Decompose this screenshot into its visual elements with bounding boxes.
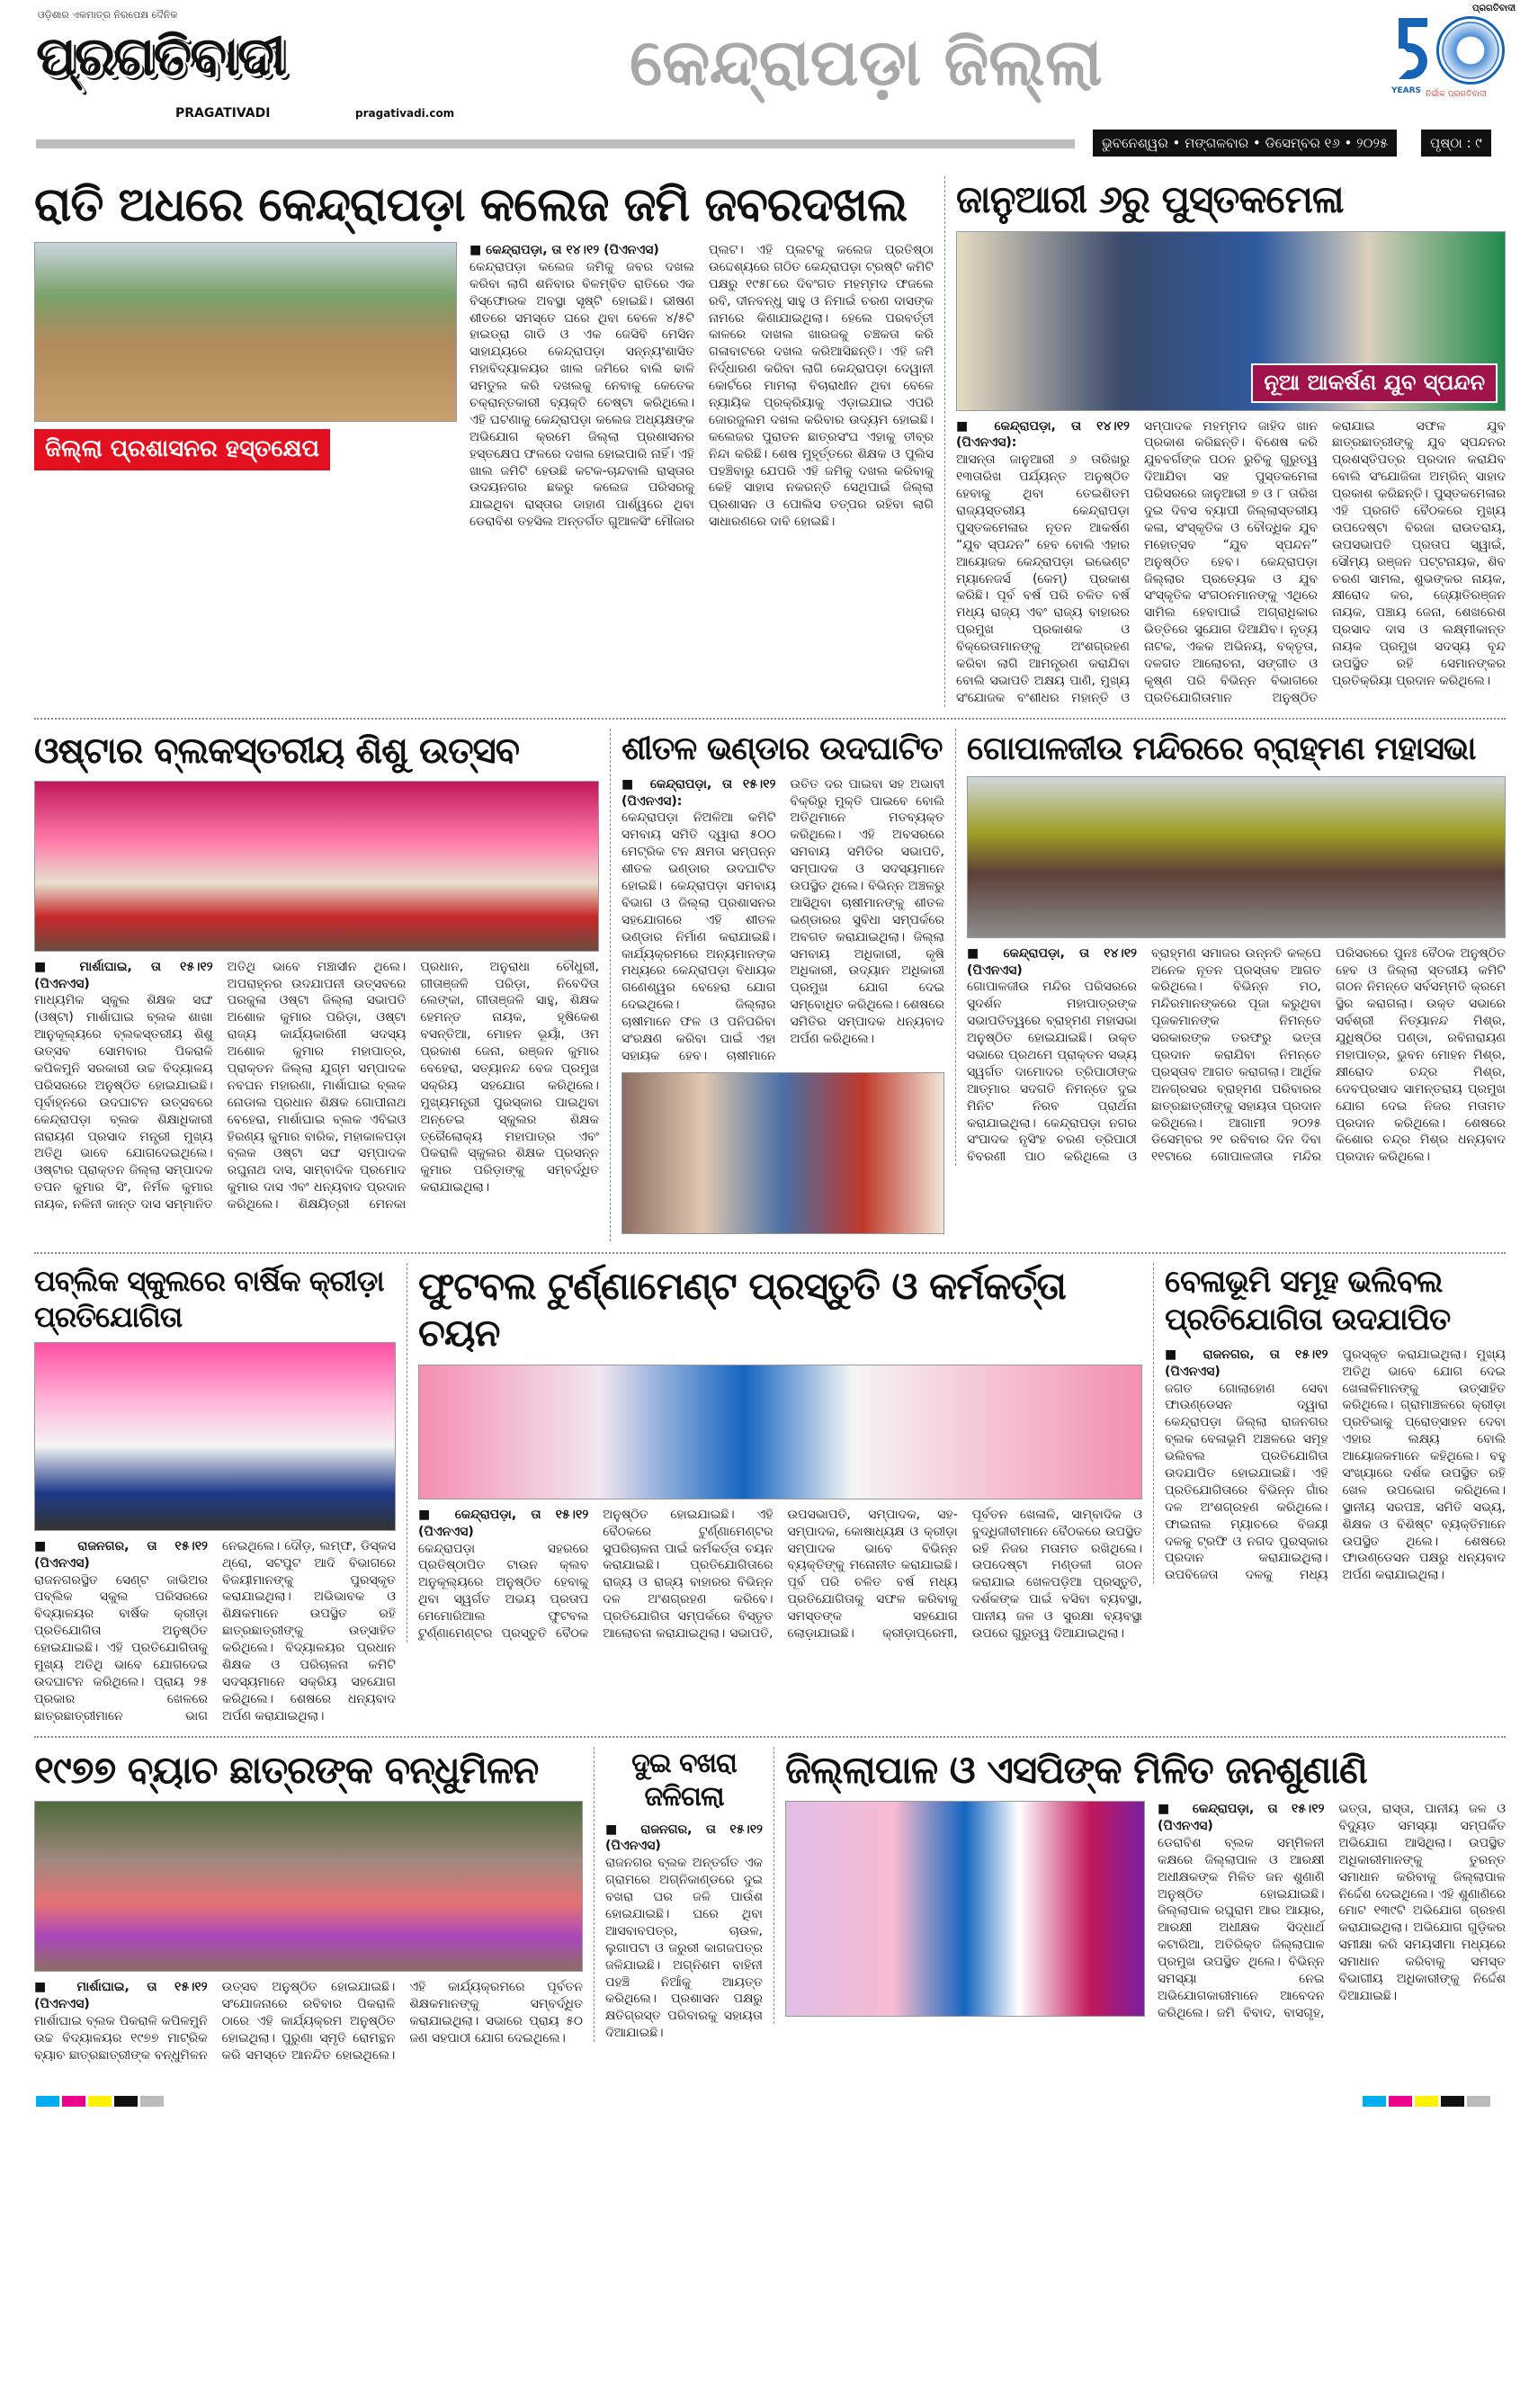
body-text: ଜଗତ ଗୋଲାହୋଣ ସେବା ଫାଉଣ୍ଡେସନ ଦ୍ୱାରା କେନ୍ଦ୍ରାପଡ଼ା ଜିଲ୍ଲା ରାଜନଗର ବ୍ଲକ ବେଳାଭୂମି ଅଞ୍ଚଳରେ ସମୂହ ଭଲିବଲ ପ୍ରତିଯୋଗିତା ଉଦଯାପିତ ହୋଇଯାଇଛି। ଏହି ପ୍ରତିଯୋଗିତାରେ ବିଭିନ୍ନ ଗାଁର ଦଳ ଅଂଶଗ୍ରହଣ କରିଥିଲେ। ଫାଇନାଲ ମ୍ୟାଚରେ ବିଜୟୀ ଦଳକୁ ଟ୍ରଫି ଓ ନଗଦ ପୁରସ୍କାର ପ୍ରଦାନ କରାଯାଇଥିଲା। ଉପବିଜେତା ଦଳକୁ ମଧ୍ୟ ପୁରସ୍କୃତ କରାଯାଇଥିଲା। ମୁଖ୍ୟ ଅତିଥି ଭାବେ ଯୋଗ ଦେଇ ଖେଳାଳିମାନଙ୍କୁ ଉତ୍ସାହିତ କରିଥିଲେ। ଗ୍ରାମାଞ୍ଚଳରେ କ୍ରୀଡ଼ା ପ୍ରତିଭାକୁ ପ୍ରୋତ୍ସାହନ ଦେବା ଏହାର ଲକ୍ଷ୍ୟ ବୋଲି ଆୟୋଜକମାନେ କହିଥିଲେ। ବହୁ ସଂଖ୍ୟାରେ ଦର୍ଶକ ଉପସ୍ଥିତ ରହି ଖେଳ ଉପଭୋଗ କରିଥିଲେ। ସ୍ଥାନୀୟ ସରପଞ୍ଚ, ସମିତି ସଭ୍ୟ, ଶିକ୍ଷକ ଓ ବିଶିଷ୍ଟ ବ୍ୟକ୍ତିମାନେ ଉପସ୍ଥିତ ଥିଲେ। ଶେଷରେ ଫାଉଣ୍ଡେସନ ପକ୍ଷରୁ ଧନ୍ୟବାଦ ଅର୍ପଣ କରାଯାଇଥିଲା। [1165, 1347, 1506, 1583]
dateline: ■ କେନ୍ଦ୍ରାପଡ଼ା, ତା ୧୫।୧୨ (ପିଏନଏସ) [1158, 1802, 1325, 1833]
dateline-box: ଭୁବନେଶ୍ୱର • ମଙ୍ଗଳବାର • ଡିସେମ୍ବର ୧୬ • ୨୦୨୫ [1093, 130, 1397, 157]
section-title: କେନ୍ଦ୍ରାପଡ଼ା ଜିଲ୍ଲା [630, 24, 1103, 100]
headline-college-land: ରାତି ଅଧରେ କେନ୍ଦ୍ରାପଡ଼ା କଲେଜ ଜମି ଜବରଦଖଲ [34, 178, 908, 232]
masthead-tagline: ଓଡ଼ିଶାର ଏକମାତ୍ର ନିରପେକ୍ଷ ଦୈନିକ [38, 9, 178, 21]
row-3 [34, 1252, 1506, 1736]
header-rule [36, 139, 1075, 148]
article-fire [594, 1747, 773, 2043]
body-text: ମାଧ୍ୟମିକ ସ୍କୁଲ ଶିକ୍ଷକ ସଙ୍ଘ (ଓଷ୍ଟା) ମାର୍ଶାଘାଇ ବ୍ଲକ ଶାଖା ଆନୁକୂଲ୍ୟରେ ବ୍ଲକସ୍ତରୀୟ ଶିଶୁ ଉତ୍ସବ ସୋମବାର ପିକରାଳି କପିଳମୁନି ସରକାରୀ ଉଚ୍ଚ ବିଦ୍ୟାଳୟ ପରିସରରେ ଅନୁଷ୍ଠିତ ହୋଇଯାଇଛି। ପୂର୍ବାହ୍ନରେ ଉଦଘାଟନ ଉତ୍ସବରେ କେନ୍ଦ୍ରାପଡ଼ା ବ୍ଲକ ଶିକ୍ଷାଧିକାରୀ ନାରାୟଣ ପ୍ରସାଦ ମନ୍ତ୍ରୀ ମୁଖ୍ୟ ଅତିଥି ଭାବେ ଯୋଗଦେଇଥିଲେ। ଓଷ୍ଟାର ପ୍ରାକ୍ତନ ଜିଲ୍ଲା ସମ୍ପାଦକ ତପନ କୁମାର ସିଂ, ନିର୍ମଳ କୁମାର ନାୟକ, ନଳିନୀ କାନ୍ତ ଦାସ ସମ୍ମାନିତ ଅତିଥି ଭାବେ ମଞ୍ଚାସୀନ ଥିଲେ। ଅପରାହ୍ନର ଉଦଯାପନୀ ଉତ୍ସବରେ ପରକୁଳା ଓଷ୍ଟା ଜିଲ୍ଲା ସଭାପତି ଅଶୋକ କୁମାର ପରିଡ଼ା, ଓଷ୍ଟା ରାଜ୍ୟ କାର୍ଯ୍ୟକାରିଣୀ ସଦସ୍ୟ ଅଶୋକ କୁମାର ମହାପାତ୍ର, ପ୍ରାକ୍ତନ ଜିଲ୍ଲା ଯୁଗ୍ମ ସମ୍ପାଦକ ନବଘନ ମହାରଣା, ମାର୍ଶାଘାଇ ବ୍ଲକ ନୋଡାଲ ପ୍ରଧାନ ଶିକ୍ଷକ ଗୋପୀନାଥ ବେହେରା, ମାର୍ଶାଘାଇ ବ୍ଲକ ଏବିଇଓ ହିରଣ୍ୟ କୁମାର ବାରିକ, ମହାକାଳପଡ଼ା ବ୍ଲକ ଓଷ୍ଟା ସଙ୍ଘ ସମ୍ପାଦକ ରଘୁନାଥ ଦାସ, ସାମ୍ବାଦିକ ପ୍ରମୋଦ କୁମାର ଦାସ ଏବଂ ଧନ୍ୟବାଦ ପ୍ରଦାନ କରିଥିଲେ। ଶିକ୍ଷୟିତ୍ରୀ ମେନକା ପ୍ରଧାନ, ଅନୁରାଧା ଚୌଧୁରୀ, ଗୀତାଞ୍ଜଳି ପରିଡ଼ା, ନିବେଦିତା ଲେଙ୍କା, ଗୀତାଞ୍ଜଳି ସାହୁ, ଶିକ୍ଷକ ହେମନ୍ତ ନାୟକ, ହୃଷିକେଶ ବସନ୍ତିଆ, ମୋହନ ଭୂୟାଁ, ଓମ ପ୍ରକାଶ ଜେନା, ରଞ୍ଜନ କୁମାର ବେହେରା, ସତ୍ୟାନନ୍ଦ ବେଜ ପ୍ରମୁଖ ସକ୍ରିୟ ସହଯୋଗ କରିଥିଲେ। ମୁଖ୍ୟମନ୍ତ୍ରୀ ପୁରସ୍କାର ପାଇଥିବା ଅନ୍ତେଇ ସ୍କୁଲର ଶିକ୍ଷକ ତ୍ରୈଲୋକ୍ୟ ମହାପାତ୍ର ଏବଂ ପିକରାଳି ସ୍କୁଲର ଶିକ୍ଷକ ପ୍ରସନ୍ନ କୁମାର ପରିଡ଼ାଙ୍କୁ ସମ୍ବର୍ଦ୍ଧିତ କରାଯାଇଥିଲା। [34, 959, 599, 1213]
dateline: ■ କେନ୍ଦ୍ରାପଡ଼ା, ତା ୧୫।୧୨ (ପିଏନଏସ): [621, 777, 776, 809]
article-body-cold-storage [621, 776, 944, 1065]
subhead-label: ଜିଲ୍ଲା ପ୍ରଶାସନର ହସ୍ତକ୍ଷେପ [34, 429, 330, 470]
page-number: ପୃଷ୍ଠା : ୯ [1421, 130, 1491, 157]
row-1 [34, 167, 1506, 718]
body-text: ମାର୍ଶାଘାଇ ବ୍ଲକ ପିକରାଳି କପିଳମୁନି ଉଚ୍ଚ ବିଦ୍ୟାଳୟର ୧୯୭୭ ମାଟ୍ରିକ ବ୍ୟାଚ ଛାତ୍ରଛାତ୍ରୀଙ୍କ ବନ୍ଧୁମିଳନ ଉତ୍ସବ ଅନୁଷ୍ଠିତ ହୋଇଯାଇଛି। ସଂଯୋଜନାରେ ରବିବାର ପିକରାଳି ଠାରେ ଏହି କାର୍ଯ୍ୟକ୍ରମ ଅନୁଷ୍ଠିତ ହୋଇଥିଲା। ପୁରୁଣା ସ୍ମୃତି ରୋମନ୍ଥନ କରି ସମସ୍ତେ ଆନନ୍ଦିତ ହୋଇଥିଲେ। ଏହି କାର୍ଯ୍ୟକ୍ରମରେ ପୂର୍ବତନ ଶିକ୍ଷକମାନଙ୍କୁ ସମ୍ବର୍ଦ୍ଧିତ କରାଯାଇଥିଲା। ସଭାରେ ପ୍ରାୟ ୫୦ ଜଣ ସହପାଠୀ ଯୋଗ ଦେଇଥିଲେ। [34, 1980, 583, 2063]
dateline: ■ କେନ୍ଦ୍ରାପଡ଼ା, ତା ୧୪।୧୨ (ପିଏନଏସ) [469, 243, 659, 257]
anniv-years: YEARS [1391, 86, 1422, 95]
body-text: କେନ୍ଦ୍ରାପଡ଼ା ନିଅଳିଆ କମିଟି ସମବାୟ ସମିତି ଦ୍ୱାରା ୫୦୦ ମେଟ୍ରିକ ଟନ କ୍ଷମତା ସମ୍ପନ୍ନ ଶୀତଳ ଭଣ୍ଡାର ଉଦଘାଟିତ ହୋଇଛି। କେନ୍ଦ୍ରାପଡ଼ା ସମବାୟ ବିଭାଗ ଓ ଜିଲ୍ଲା ପ୍ରଶାସନର ସହଯୋଗରେ ଏହି ଶୀତଳ ଭଣ୍ଡାର ନିର୍ମାଣ କରାଯାଇଛି। କାର୍ଯ୍ୟକ୍ରମରେ ଅନ୍ୟମାନଙ୍କ ମଧ୍ୟରେ କେନ୍ଦ୍ରାପଡ଼ା ବିଧାୟକ ଗଣେଶ୍ୱର ବେହେରା ଯୋଗ ଦେଇଥିଲେ। ଜିଲ୍ଲାର ଚାଷୀମାନେ ଫଳ ଓ ପନିପରିବା ସଂରକ୍ଷଣ କରିବା ପାଇଁ ଏହା ସହାୟକ ହେବ। ଚାଷୀମାନେ ଉଚିତ ଦର ପାଇବା ସହ ଅଭାବୀ ବିକ୍ରିରୁ ମୁକ୍ତି ପାଇବେ ବୋଲି ଅତିଥିମାନେ ମତବ୍ୟକ୍ତ କରିଥିଲେ। ଏହି ଅବସରରେ ସମବାୟ ସମିତିର ସଭାପତି, ସମ୍ପାଦକ ଓ ସଦସ୍ୟମାନେ ଉପସ୍ଥିତ ଥିଲେ। ବିଭିନ୍ନ ଅଞ୍ଚଳରୁ ଆସିଥିବା ଚାଷୀମାନଙ୍କୁ ଶୀତଳ ଭଣ୍ଡାରର ସୁବିଧା ସମ୍ପର୍କରେ ଅବଗତ କରାଯାଇଥିଲା। ଜିଲ୍ଲା ସମବାୟ ଅଧିକାରୀ, କୃଷି ଅଧିକାରୀ, ଉଦ୍ୟାନ ଅଧିକାରୀ ପ୍ରମୁଖ ଯୋଗ ଦେଇ ସମ୍ବୋଧିତ କରିଥିଲେ। ଶେଷରେ ସମିତିର ସମ୍ପାଦକ ଧନ୍ୟବାଦ ଅର୍ପଣ କରିଥିଲେ। [621, 776, 944, 1063]
headline-football: ଫୁଟବଲ ଟୁର୍ଣ୍ଣାମେଣ୍ଟ ପ୍ରସ୍ତୁତି ଓ କର୍ମକର୍ତ୍ତା ଚୟନ [418, 1263, 1066, 1356]
body-text: କେନ୍ଦ୍ରାପଡ଼ା କଲେଜ ଜମିକୁ ଜବର ଦଖଲ କରିବା ଲାଗି ଶନିବାର ବିଳମ୍ବିତ ରାତିରେ ଏକ ବିସ୍ଫୋରକ ଅବସ୍ଥା ସୃଷ୍ଟି ହୋଇଛି। ଭୀଷଣ ଶୀତରେ ସମସ୍ତେ ଘରେ ଥିବା ବେଳେ ୪/୫ଟି ହାଇଡ୍ରା ଗାଡି ଓ ଏକ ଜେସିବି ମେସିନ ସାହାଯ୍ୟରେ କେନ୍ଦ୍ରାପଡ଼ା ସନ୍ନ୍ୟଂଶାସିତ ମହାବିଦ୍ୟାଳୟର ଖାଲ ଜମିରେ ବାଲି ଢାଳି ସମତୁଲ କରି ଦଖଲକୁ ନେବାକୁ କେତେକ ଚକ୍ରାନ୍ତକାରୀ ବ୍ୟକ୍ତି ଚେଷ୍ଟା କରିଥିଲେ। ଏହି ଘଟଣାକୁ କେନ୍ଦ୍ରାପଡ଼ା କଲେଜ ଅଧ୍ୟକ୍ଷଙ୍କ ଅଭିଯୋଗ କ୍ରମେ ଜିଲ୍ଲା ପ୍ରଶାସନର ହସ୍ତକ୍ଷେପ ଫଳରେ ଦଖଲ ହୋଇପାରି ନାହିଁ। ଏହି ଖାଲ ଜମିଟି ହେଉଛି କଟକ-ଚାନ୍ଦବାଲି ରାସ୍ତାର ଉଦୟନଗର ଛକରୁ କଲେଜ ପରିସରକୁ ଯାଇଥିବା ରାସ୍ତାର ଡାହାଣ ପାର୍ଶ୍ୱରେ ଥିବା ଡେରାବିଶ ତହସିଲ ଅନ୍ତର୍ଗତ ଗୁଆଳସିଂ ମୌଜାର ପ୍ଲଟ। ଏହି ପ୍ଲଟକୁ କଲେଜ ପ୍ରତିଷ୍ଠା ଉଦ୍ଦେଶ୍ୟରେ ଗଠିତ କେନ୍ଦ୍ରାପଡ଼ା ଟ୍ରଷ୍ଟି କମିଟି ପକ୍ଷରୁ ୧୯୫୮ରେ ଦିବଂଗତ ମହମ୍ମଦ ଫଜଲେ ରବି, ଦୀନବନ୍ଧୁ ସାହୁ ଓ ନିମାଇଁ ଚରଣ ଦାସଙ୍କ ନାମରେ କିଣାଯାଇଥିଲା। ହେଲେ ପରବର୍ତ୍ତୀ କାଳରେ ଦାଖଲ ଖାରଜକୁ ଚଞ୍ଚକତା କରି ଗଳାବାଟରେ ଦଖଲ କରିଆସିଛନ୍ତି। ଏହି ଜମି ନିର୍ଦ୍ଧାରଣ କରିବା ଲାଗି କେନ୍ଦ୍ରାପଡ଼ା ଦେୱାନୀ କୋର୍ଟରେ ମାମଲା ବିଚାରାଧୀନ ଥିବା ବେଳେ ନ୍ୟାୟିକ ପ୍ରକ୍ରିୟାକୁ ଏଡ଼ାଇଯାଇ ଏପରି ଜୋରଜୁଲମ ଦଖଲ କରିବାର ଉଦ୍ୟମ ହୋଇଛି। କଲେଜର ପୁରାତନ ଛାତ୍ରସଂଘ ଏହାକୁ ତୀବ୍ର ନିନ୍ଦା କରିଛି। ଶେଷ ମୁହୂର୍ତ୍ତରେ ଶିକ୍ଷକ ଓ ପୁଲିସ ପହଞ୍ଚିବାରୁ ଯେପରି ଏହି ଜମିକୁ ଦଖଲ କରିବାକୁ କେହି ସାହାସ ନକରନ୍ତି ସେଥିପାଇଁ ଜିଲ୍ଲା ପ୍ରଶାସନ ଓ ପୋଲିସ ତତ୍ପର ରହିବା ଲାଗି ସାଧାରଣରେ ଦାବି ହୋଇଛି। [469, 243, 934, 530]
article-football [407, 1263, 1153, 1643]
page-content [0, 167, 1529, 2093]
dateline: ■ ମାର୍ଶାଘାଇ, ତା ୧୫।୧୨ (ପିଏନଏସ) [34, 1980, 208, 2011]
body-text: କେନ୍ଦ୍ରାପଡ଼ା ସହରରେ ପ୍ରତିଷ୍ଠାପିତ ଟାଉନ କ୍ଲବ ଅନୁକୂଲ୍ୟରେ ଅନୁଷ୍ଠିତ ହେବାକୁ ଥିବା ସ୍ୱର୍ଗତ ଅଭୟ ପ୍ରତାପ ମେମୋରିଆଲ ଫୁଟବଲ ଟୁର୍ଣ୍ଣାମେଣ୍ଟର ପ୍ରସ୍ତୁତି ବୈଠକ ଅନୁଷ୍ଠିତ ହୋଇଯାଇଛି। ଏହି ବୈଠକରେ ଟୁର୍ଣ୍ଣାମେଣ୍ଟର ସୁପରିଚାଳନା ପାଇଁ କର୍ମକର୍ତ୍ତା ଚୟନ କରାଯାଇଛି। ପ୍ରତିଯୋଗିତାରେ ରାଜ୍ୟ ଓ ରାଜ୍ୟ ବାହାରର ବିଭିନ୍ନ ଦଳ ଅଂଶଗ୍ରହଣ କରିବେ। ପ୍ରତିଯୋଗିତା ସମ୍ପର୍କରେ ବିସ୍ତୃତ ଆଲୋଚନା କରାଯାଇଥିଲା। ସଭାପତି, ଉପସଭାପତି, ସମ୍ପାଦକ, ସହ-ସମ୍ପାଦକ, କୋଷାଧ୍ୟକ୍ଷ ଓ କ୍ରୀଡ଼ା ସମ୍ପାଦକ ଭାବେ ବିଭିନ୍ନ ବ୍ୟକ୍ତିଙ୍କୁ ମନୋନୀତ କରାଯାଇଛି। ପୂର୍ବ ପରି ଚଳିତ ବର୍ଷ ମଧ୍ୟ ପ୍ରତିଯୋଗିତାକୁ ସଫଳ କରିବାକୁ ସମସ୍ତଙ୍କ ସହଯୋଗ ଲୋଡ଼ାଯାଇଛି। କ୍ରୀଡ଼ାପ୍ରେମୀ, ପୂର୍ବତନ ଖେଳାଳି, ସାମ୍ବାଦିକ ଓ ବୁଦ୍ଧିଜୀବୀମାନେ ବୈଠକରେ ଉପସ୍ଥିତ ରହି ନିଜର ମତାମତ ରଖିଥିଲେ। ଉପଦେଷ୍ଟା ମଣ୍ଡଳୀ ଗଠନ କରାଯାଇ ଖେଳପଡ଼ିଆ ପ୍ରସ୍ତୁତି, ଦର୍ଶକଙ୍କ ପାଇଁ ବସିବା ବ୍ୟବସ୍ଥା, ପାନୀୟ ଜଳ ଓ ସୁରକ୍ଷା ବ୍ୟବସ୍ଥା ଉପରେ ଗୁରୁତ୍ୱ ଦିଆଯାଇଥିଲା। [418, 1507, 1142, 1642]
body-text: ରାଜନଗର ବ୍ଲକ ଅନ୍ତର୍ଗତ ଏକ ଗ୍ରାମରେ ଅଗ୍ନିକାଣ୍ଡରେ ଦୁଇ ବଖରା ଘର ଜଳି ପାଉଁଶ ହୋଇଯାଇଛି। ଘରେ ଥିବା ଆସବାବପତ୍ର, ଚାଉଳ, ଲୁଗାପଟା ଓ ଜରୁରୀ କାଗଜପତ୍ର ଜଳିଯାଇଛି। ଅଗ୍ନିଶମ ବାହିନୀ ପହଞ୍ଚି ନିଆଁକୁ ଆୟତ୍ତ କରିଥିଲେ। ପ୍ରଶାସନ ପକ୍ଷରୁ କ୍ଷତିଗ୍ରସ୍ତ ପରିବାରକୁ ସହାୟତା ଦିଆଯାଇଛି। [605, 1856, 763, 2041]
article-book-fair [944, 176, 1506, 707]
headline-brahmin-sabha: ଗୋପାଳଜୀଉ ମନ୍ଦିରରେ ବ୍ରାହ୍ମଣ ମହାସଭା [967, 730, 1476, 767]
newspaper-logo: ପ୍ରଗତିବାଦୀ [36, 25, 285, 88]
photo-cold-storage-inauguration [621, 1072, 944, 1234]
body-text: ଡେରାବିଶ ବ୍ଲକ ସମ୍ମିଳନୀ କକ୍ଷରେ ଜିଲ୍ଲାପାଳ ଓ ଆରକ୍ଷୀ ଅଧୀକ୍ଷକଙ୍କ ମିଳିତ ଜନ ଶୁଣାଣି ଅନୁଷ୍ଠିତ ହୋଇଯାଇଛି। ଜିଲ୍ଲାପାଳ ରଘୁରାମ ଆର ଆୟାର, ଆରକ୍ଷୀ ଅଧୀକ୍ଷକ ସିଦ୍ଧାର୍ଥ କଟାରିଆ, ଅତିରିକ୍ତ ଜିଲ୍ଲାପାଳ ପ୍ରମୁଖ ଉପସ୍ଥିତ ଥିଲେ। ବିଭିନ୍ନ ସମସ୍ୟା ନେଇ ଅଭିଯୋଗକାରୀମାନେ ଆବେଦନ କରିଥିଲେ। ଜମି ବିବାଦ, ବାସଗୃହ, ଭତ୍ତା, ରାସ୍ତା, ପାନୀୟ ଜଳ ଓ ବିଦ୍ୟୁତ ସମସ୍ୟା ସମ୍ପର୍କିତ ଅଭିଯୋଗ ଆସିଥିଲା। ଉପସ୍ଥିତ ଅଧିକାରୀମାନଙ୍କୁ ତୁରନ୍ତ ସମାଧାନ କରିବାକୁ ଜିଲ୍ଲାପାଳ ନିର୍ଦ୍ଦେଶ ଦେଇଥିଲେ। ଏହି ଶୁଣାଣିରେ ମୋଟ ୧୩୯ଟି ଅଭିଯୋଗ ଗ୍ରହଣ କରାଯାଇଥିଲା। ଅଭିଯୋଗ ଗୁଡ଼ିକର ସମୀକ୍ଷା କରି ସମୟସୀମା ମଧ୍ୟରେ ସମାଧାନ କରିବାକୁ ସମସ୍ତ ବିଭାଗୀୟ ଅଧିକାରୀଙ୍କୁ ନିର୍ଦ୍ଦେଶ ଦିଆଯାଇଛି। [1158, 1802, 1506, 2020]
article-body-football [418, 1507, 1142, 1643]
article-body-volleyball [1165, 1347, 1506, 1584]
article-brahmin-sabha [955, 729, 1506, 1167]
headline-alumni-1977: ୧୯୭୭ ବ୍ୟାଚ ଛାତ୍ରଙ୍କ ବନ୍ଧୁମିଳନ [34, 1747, 539, 1792]
photo-alumni-group [34, 1801, 583, 1972]
dateline: ■ କେନ୍ଦ୍ରାପଡ଼ା, ତା ୧୪।୧୨ (ପିଏନଏସ) [967, 946, 1137, 978]
article-body-child-fest [34, 959, 599, 1213]
body-text: ଗୋପାଳଜୀଉ ମନ୍ଦିର ପରିସରରେ ସୁଦର୍ଶନ ମହାପାତ୍ରଙ୍କ ସଭାପତିତ୍ୱରେ ବ୍ରାହ୍ମଣ ମହାସଭା ଅନୁଷ୍ଠିତ ହୋଇଯାଇଛି। ଉକ୍ତ ସଭାରେ ପ୍ରଥମେ ପ୍ରାକ୍ତନ ସଭ୍ୟ ସ୍ୱର୍ଗତ ଦାମୋଦର ତ୍ରିପାଠୀଙ୍କ ଆତ୍ମାର ସଦଗତି ନିମନ୍ତେ ଦୁଇ ମିନିଟ ନିରବ ପ୍ରାର୍ଥନା କରାଯାଇଥିଲା। କେନ୍ଦ୍ରାପଡ଼ା ନଗର ସଂପାଦକ ନୃସିଂହ ଚରଣ ତ୍ରିପାଠୀ ବିବରଣୀ ପାଠ କରିଥିଲେ ଓ ବ୍ରାହ୍ମଣ ସମାଜର ଉନ୍ନତି କଳ୍ପେ ଅନେକ ନୂତନ ପ୍ରସ୍ତାବ ଆଗତ କରିଥିଲେ। ବିଭିନ୍ନ ମଠ, ମନ୍ଦିରମାନଙ୍କରେ ପୂଜା କରୁଥିବା ପୂଜକମାନଙ୍କ ନିମନ୍ତେ ସରକାରଙ୍କ ତରଫରୁ ଭତ୍ତା ପ୍ରଦାନ କରାଯିବା ନିମନ୍ତେ ପ୍ରସ୍ତାବ ଆଗତ କରାଗଲା। ଆର୍ଥିକ ଅନଗ୍ରସର ବ୍ରାହ୍ମଣ ପରିବାରର ଛାତ୍ରଛାତ୍ରୀଙ୍କୁ ସହାୟତା ପ୍ରଦାନ କରିଥିଲେ। ଆଗାମୀ ୨୦୨୫ ଡିସେମ୍ବର ୨୧ ରବିବାର ଦିନ ଦିବା ୧୧ଟାରେ ଗୋପାଳଜୀଉ ମନ୍ଦିର ପରିସରରେ ପୁନଃ ବୈଠକ ଅନୁଷ୍ଠିତ ହେବ ଓ ଜିଲ୍ଲା ସ୍ତରୀୟ କମିଟି ଗଠନ ନିମନ୍ତେ ସର୍ବସମ୍ମତି କ୍ରମେ ସ୍ଥିର କରାଗଲା। ଉକ୍ତ ସଭାରେ ସର୍ବଶ୍ରୀ ନିତ୍ୟାନନ୍ଦ ମିଶ୍ର, ଯୁଧିଷ୍ଠିର ପଣ୍ଡା, ରବିନାରାୟଣ ମହାପାତ୍ର, ଭୁବନ ମୋହନ ମିଶ୍ର, କ୍ଷୀରୋଦ ଚନ୍ଦ୍ର ମିଶ୍ର, ଦେବପ୍ରସାଦ ସାମନ୍ତରାୟ ପ୍ରମୁଖ ଯୋଗ ଦେଇ ନିଜର ମତାମତ ପ୍ରଦାନ କରିଥିଲେ। ଶେଷରେ କିଶୋର ଚନ୍ଦ୍ର ମିଶ୍ର ଧନ୍ୟବାଦ ପ୍ରଦାନ କରିଥିଲେ। [967, 945, 1506, 1165]
anniv-motto: ନିର୍ଭୀକ ପ୍ରଗତିବାଦୀ [1426, 90, 1487, 99]
dateline: ■ ରାଜନଗର, ତା ୧୫।୧୨ (ପିଏନଏସ) [34, 1539, 208, 1571]
anniversary-logo [1390, 4, 1516, 121]
fifty-numeral-icon [1393, 18, 1429, 81]
article-body-school-sports [34, 1538, 396, 1725]
headline-child-fest: ଓଷ୍ଟାର ବ୍ଲକସ୍ତରୀୟ ଶିଶୁ ଉତ୍ସବ [34, 730, 520, 772]
photo-sports-podium [34, 1342, 396, 1531]
article-volleyball [1153, 1263, 1506, 1584]
article-child-fest [34, 729, 610, 1213]
logo-latin: PRAGATIVADI [175, 106, 271, 121]
dateline: ■ ରାଜନଗର, ତା ୧୫।୧୨ (ପିଏନଏସ) [605, 1822, 763, 1854]
article-cold-storage [610, 729, 955, 1241]
row-4 [34, 1736, 1506, 2075]
headline-volleyball: ବେଳାଭୂମି ସମୂହ ଭଲିବଲ ପ୍ରତିଯୋଗିତା ଉଦଯାପିତ [1165, 1263, 1451, 1338]
photo-child-fest-stage [34, 781, 599, 952]
emblem-icon [1436, 16, 1505, 85]
article-body-alumni [34, 1979, 583, 2063]
article-college-land [34, 176, 944, 531]
article-body-brahmin-sabha [967, 945, 1506, 1167]
anniv-brand: ପ୍ରଗତିବାଦୀ [1471, 4, 1516, 13]
photo-grievance-hearing [785, 1801, 1145, 2017]
dateline: ■ ମାର୍ଶାଘାଇ, ତା ୧୫।୧୨ (ପିଏନଏସ) [34, 960, 213, 991]
photo-football-meeting [418, 1365, 1142, 1499]
photo-book-fair-meeting [956, 231, 1506, 411]
headline-cold-storage: ଶୀତଳ ଭଣ୍ଡାର ଉଦଘାଟିତ [621, 730, 943, 767]
article-alumni [34, 1747, 594, 2064]
headline-grievance: ଜିଲ୍ଲାପାଳ ଓ ଏସପିଙ୍କ ମିଳିତ ଜନଶୁଣାଣି [785, 1747, 1367, 1792]
article-body-grievance [1158, 1801, 1506, 2022]
headline-school-sports: ପବ୍ଲିକ ସ୍କୁଲରେ ବାର୍ଷିକ କ୍ରୀଡ଼ା ପ୍ରତିଯୋଗିତା [34, 1263, 384, 1334]
headline-book-fair: ଜାନୁଆରୀ ୬ରୁ ପୁସ୍ତକମେଳା [956, 177, 1344, 221]
article-body-book-fair [956, 418, 1506, 707]
dateline: ■ କେନ୍ଦ୍ରାପଡ଼ା, ତା ୧୪।୧୨ (ପିଏନଏସ): [956, 419, 1130, 451]
photo-brahmin-sabha-group [967, 776, 1506, 938]
masthead [0, 0, 1529, 167]
row-2 [34, 718, 1506, 1252]
website-link[interactable]: pragativadi.com [355, 107, 455, 120]
body-text: ରାଜନଗରସ୍ଥିତ ସେଣ୍ଟ ଜାଭିଅର ପବ୍ଲିକ ସ୍କୁଲ ପରିସରରେ ବିଦ୍ୟାଳୟର ବାର୍ଷିକ କ୍ରୀଡ଼ା ପ୍ରତିଯୋଗିତା ଅନୁଷ୍ଠିତ ହୋଇଯାଇଛି। ଏହି ପ୍ରତିଯୋଗିତାକୁ ମୁଖ୍ୟ ଅତିଥି ଭାବେ ଯୋଗଦେଇ ଉଦଘାଟନ କରିଥିଲେ। ପ୍ରାୟ ୨୫ ପ୍ରକାର ଖେଳରେ ଛାତ୍ରଛାତ୍ରୀମାନେ ଭାଗ ନେଇଥିଲେ। ଦୌଡ଼, ଲମ୍ଫ, ଡିସ୍କସ ଥ୍ରୋ, ସଟପୁଟ ଆଦି ବିଭାଗରେ ବିଜୟୀମାନଙ୍କୁ ପୁରସ୍କୃତ କରାଯାଇଥିଲା। ଅଭିଭାବକ ଓ ଶିକ୍ଷକମାନେ ଉପସ୍ଥିତ ରହି ଛାତ୍ରଛାତ୍ରୀଙ୍କୁ ଉତ୍ସାହିତ କରିଥିଲେ। ବିଦ୍ୟାଳୟର ପ୍ରଧାନ ଶିକ୍ଷକ ଓ ପରିଚାଳନା କମିଟି ସଦସ୍ୟମାନେ ସକ୍ରିୟ ସହଯୋଗ କରିଥିଲେ। ଶେଷରେ ଧନ୍ୟବାଦ ଅର୍ପଣ କରାଯାଇଥିଲା। [34, 1538, 396, 1723]
article-body-fire [605, 1822, 763, 2043]
article-body-college-land [469, 242, 934, 531]
print-registration-marks [0, 2093, 1529, 2119]
article-school-sports [34, 1263, 407, 1725]
photo-caption: ନୂଆ ଆକର୍ଷଣ ଯୁବ ସ୍ପନ୍ଦନ [1251, 363, 1498, 402]
article-grievance [773, 1747, 1506, 2025]
body-text: ଆସନ୍ତା ଜାନୁଆରୀ ୬ ତାରିଖରୁ ୧୩ତାରିଖ ପର୍ଯ୍ୟନ୍ତ ଅନୁଷ୍ଠିତ ହେବାକୁ ଥିବା ତେଇଶିତମ ରାଜ୍ୟସ୍ତରୀୟ କେନ୍ଦ୍ରାପଡ଼ା ପୁସ୍ତକମେଳାର ନୂତନ ଆକର୍ଷଣ “ଯୁବ ସ୍ପନ୍ଦନ” ହେବ ବୋଲି ଏହାର ଆୟୋଜକ କେନ୍ଦ୍ରାପଡ଼ା ଇଭେଣ୍ଟ ମ୍ୟାନେଜର୍ସ (କେମ୍) ପ୍ରକାଶ କରିଛି। ପୂର୍ବ ବର୍ଷ ପରି ଚଳିତ ବର୍ଷ ମଧ୍ୟ ରାଜ୍ୟ ଏବଂ ରାଜ୍ୟ ବାହାରର ପ୍ରମୁଖ ପ୍ରକାଶକ ଓ ବିକ୍ରେତାମାନଙ୍କୁ ଅଂଶଗ୍ରହଣ କରିବା ଲାଗି ଆମନ୍ତ୍ରଣ କରାଯିବା ବୋଲି ସଭାପତି ଅକ୍ଷୟ ପାଣି, ମୁଖ୍ୟ ସଂଯୋଜକ ବଂଶୀଧର ମହାନ୍ତି ଓ ସମ୍ପାଦକ ମହମ୍ମଦ ଜାହିଦ ଖାନ ପ୍ରକାଶ କରିଛନ୍ତି। ବିଶେଷ କରି ଯୁବବର୍ଗଙ୍କ ପଠନ ରୁଚିକୁ ଗୁରୁତ୍ୱ ଦିଆଯିବା ସହ ପୁସ୍ତକମେଳା ପରିସରରେ ଜାନୁଆରୀ ୭ ଓ ୮ ତାରିଖ ଦୁଇ ଦିବସ ବ୍ୟାପୀ ଜିଲ୍ଲାସ୍ତରୀୟ କଳା, ସଂସ୍କୃତିକ ଓ ବୌଦ୍ଧିକ ଯୁବ ମହୋତ୍ସବ “ଯୁବ ସ୍ପନ୍ଦନ” ଅନୁଷ୍ଠିତ ହେବ। କେନ୍ଦ୍ରାପଡ଼ା ଜିଲ୍ଲାର ପ୍ରତ୍ୟେକ ଓ ଯୁବ ସଂସ୍କୃତିକ ସଂଗଠନମାନଙ୍କୁ ଏଥିରେ ସାମିଲ ହେବାପାଇଁ ଅଗ୍ରାଧିକାର ଭିତ୍ତିରେ ସୁଯୋଗ ଦିଆଯିବ। ନୃତ୍ୟ ନାଟକ, ଏକକ ଅଭିନୟ, ବକ୍ତୃତା, ଦଳଗତ ଆଲୋଚନା, ସଙ୍ଗୀତ ଓ କୃଷ୍ଣ ପରି ବିଭିନ୍ନ ବିଭାଗରେ ପ୍ରତିଯୋଗିତାମାନ ଅନୁଷ୍ଠିତ କରାଯାଇ ସଫଳ ଯୁବ ଛାତ୍ରଛାତ୍ରୀଙ୍କୁ ଯୁବ ସ୍ପନ୍ଦନର ପ୍ରଶସ୍ତିପତ୍ର ପ୍ରଦାନ କରାଯିବ ବୋଲି ସଂଯୋଜିକା ଅମ୍ରିନ୍ ସାହାଦ ପ୍ରକାଶ କରିଛନ୍ତି। ପୁସ୍ତକମେଳାର ଏହି ପ୍ରଗତି ବୈଠକରେ ମୁଖ୍ୟ ଉପଦେଷ୍ଟା ବିରଜା ରାଉତରାୟ, ଉପସଭାପତି ପ୍ରତାପ ସ୍ୱାଇଁ, ସୌମ୍ୟ ରଞ୍ଜନ ପଟ୍ଟନାୟକ, ଶିବ ଚରଣ ସାମଲ, ଶୁଭଙ୍କର ନାୟକ, କ୍ଷୀରୋଦ କର, ଜ୍ୟୋତିରଞ୍ଜନ ନାୟକ, ପଞ୍ଚାୟ ଜେନା, ଶେଖରେଶ ପ୍ରସାଦ ଦାସ ଓ ଲକ୍ଷ୍ମୀକାନ୍ତ ନାୟକ ପ୍ରମୁଖ ସଦସ୍ୟ ବୃନ୍ଦ ଉପସ୍ଥିତ ରହି ସେମାନଙ୍କର ପ୍ରତିକ୍ରିୟା ପ୍ରଦାନ କରିଥିଲେ। [956, 418, 1506, 705]
photo-land-encroachment [34, 242, 457, 422]
headline-fire: ଦୁଇ ବଖରା ଜଳିଗଲା [631, 1747, 737, 1813]
dateline: ■ କେନ୍ଦ୍ରାପଡ଼ା, ତା ୧୫।୧୨ (ପିଏନଏସ) [418, 1508, 588, 1539]
dateline: ■ ରାଜନଗର, ତା ୧୫।୧୨ (ପିଏନଏସ) [1165, 1347, 1328, 1379]
